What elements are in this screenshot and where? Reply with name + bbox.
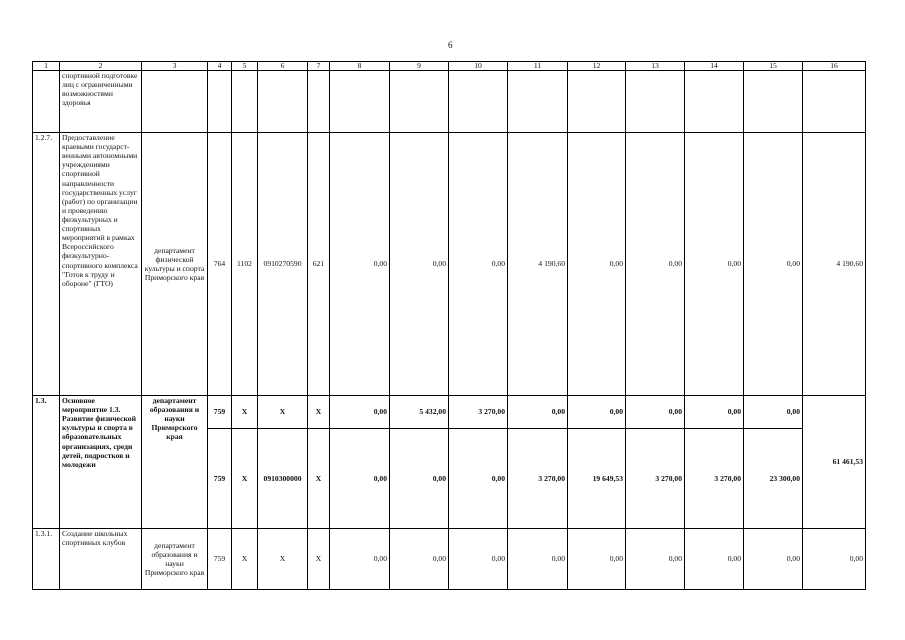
header-cell: 10 [449,62,508,71]
header-cell: 1 [33,62,60,71]
cell-c7: X [308,529,330,590]
header-cell: 12 [568,62,626,71]
row-department: департамент образования и науки Приморского края [142,396,208,529]
cell-c8: 0,00 [330,529,390,590]
row-name: Создание школьных спортивных клубов [60,529,142,590]
row-department: департамент физической культуры и спорта Приморского края [142,133,208,396]
cell-c12: 0,00 [568,396,626,429]
cell-c7: 621 [308,133,330,396]
cell-c12: 0,00 [568,133,626,396]
row-number: 1.3. [33,396,60,529]
cell-c10: 3 270,00 [449,396,508,429]
header-row [33,62,866,71]
table-row [33,71,866,133]
cell-c16: 0,00 [803,529,866,590]
cell-c11: 4 190,60 [508,133,568,396]
cell-c11: 0,00 [508,396,568,429]
cell-c12: 0,00 [568,529,626,590]
cell-c15: 23 300,00 [744,429,803,529]
cell-c16-total: 61 461,53 [803,396,866,529]
header-cell: 15 [744,62,803,71]
cell-c5: X [232,529,258,590]
cell-c6: X [258,529,308,590]
header-cell: 3 [142,62,208,71]
header-cell: 8 [330,62,390,71]
header-cell: 5 [232,62,258,71]
header-cell: 2 [60,62,142,71]
header-cell: 4 [208,62,232,71]
cell-c11: 3 270,00 [508,429,568,529]
cell-c4: 759 [208,396,232,429]
cell-c15: 0,00 [744,529,803,590]
cell-c9: 0,00 [390,529,449,590]
cell-c14: 0,00 [685,396,744,429]
cell-c13: 0,00 [626,133,685,396]
cell-c5: 1102 [232,133,258,396]
header-cell: 11 [508,62,568,71]
cell-c8: 0,00 [330,133,390,396]
cell-c10: 0,00 [449,429,508,529]
cell-c6: X [258,396,308,429]
cell-c11: 0,00 [508,529,568,590]
row-department: департамент образования и науки Приморского края [142,529,208,590]
cell-c16: 4 190,60 [803,133,866,396]
header-cell: 7 [308,62,330,71]
cell-c9: 0,00 [390,429,449,529]
cell-c4: 759 [208,529,232,590]
row-name: спортивной подготовке лиц с ограниченными возможностями здоровья [60,71,142,133]
cell-c14: 0,00 [685,133,744,396]
row-number: 1.3.1. [33,529,60,590]
cell-c14: 3 270,00 [685,429,744,529]
page-number: 6 [448,40,453,50]
cell-c7: X [308,429,330,529]
table-row [33,529,866,590]
row-number: 1.2.7. [33,133,60,396]
cell-c10: 0,00 [449,529,508,590]
cell-c6: 0910270590 [258,133,308,396]
cell-c14: 0,00 [685,529,744,590]
cell-c15: 0,00 [744,396,803,429]
cell-c5: X [232,429,258,529]
row-name: Основное мероприятие 1.3. Развитие физической культуры и спорта в образовательных организациях, среди детей, подростков и молодежи [60,396,142,529]
cell-c12: 19 649,53 [568,429,626,529]
cell-c4: 759 [208,429,232,529]
table-row [33,133,866,396]
table-row [33,396,866,429]
cell-c8: 0,00 [330,429,390,529]
cell-c9: 0,00 [390,133,449,396]
cell-c9: 5 432,00 [390,396,449,429]
cell-c7: X [308,396,330,429]
cell-c10: 0,00 [449,133,508,396]
header-cell: 6 [258,62,308,71]
row-name: Предоставление краевыми государст-венными автономными учреждениями спортивной направленности государственных услуг (работ) по организации и проведению физкультурных и спортивных мероприятий в рамках Всероссийского физкультурно-спортивного комплекса "Готов к труду и обороне" (ГТО) [60,133,142,396]
cell-c13: 3 270,00 [626,429,685,529]
header-cell: 14 [685,62,744,71]
header-cell: 13 [626,62,685,71]
cell-c5: X [232,396,258,429]
cell-c8: 0,00 [330,396,390,429]
cell-c15: 0,00 [744,133,803,396]
budget-table [32,61,866,590]
header-cell: 16 [803,62,866,71]
cell-c6: 0910300000 [258,429,308,529]
cell-c13: 0,00 [626,396,685,429]
cell-c13: 0,00 [626,529,685,590]
header-cell: 9 [390,62,449,71]
cell-c4: 764 [208,133,232,396]
